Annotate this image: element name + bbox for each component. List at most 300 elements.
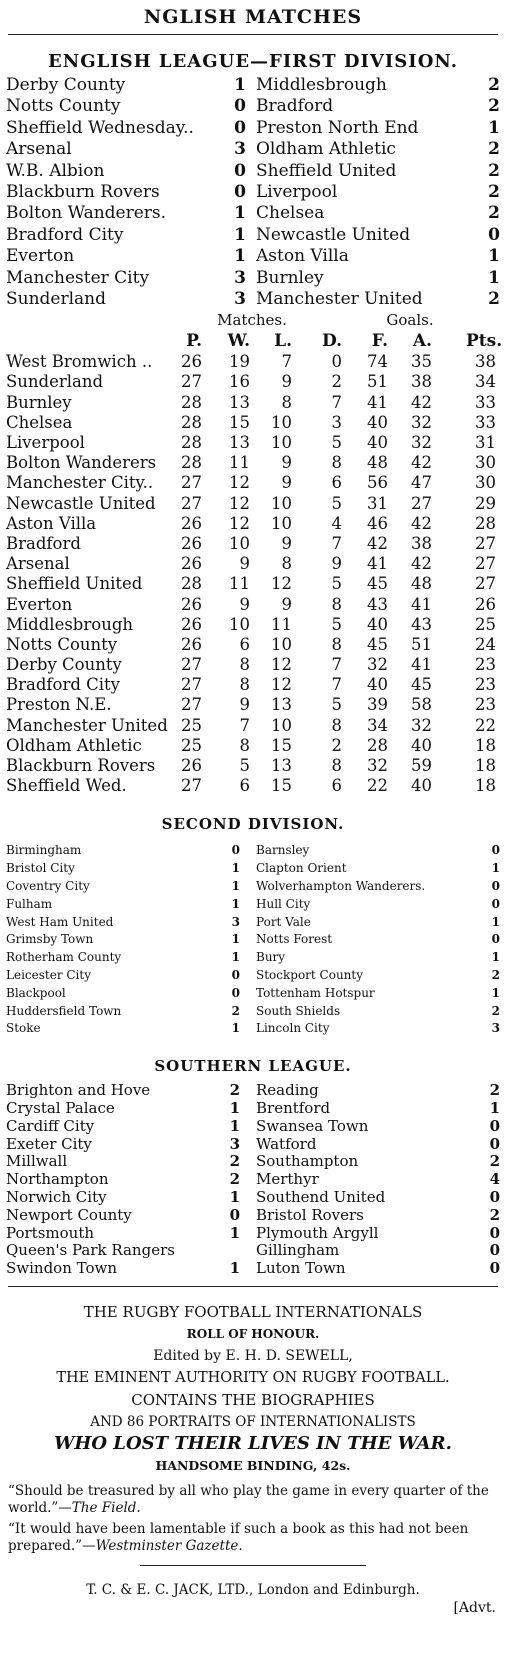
stat-a: 42: [411, 554, 432, 574]
stat-p: 26: [181, 634, 202, 654]
home-team: Queen's Park Rangers: [6, 1242, 175, 1260]
team-name: Preston N.E.: [6, 695, 112, 715]
home-score: 1: [231, 879, 240, 894]
home-team: Fulham: [6, 896, 53, 911]
result-row: [0, 1100, 506, 1118]
result-row: [0, 949, 506, 967]
advert-quote-field: [0, 1483, 506, 1517]
home-score: 3: [234, 139, 246, 160]
stat-a: 38: [411, 533, 432, 553]
table-row: [0, 372, 506, 392]
stat-f: 56: [367, 473, 388, 493]
stat-p: 28: [181, 574, 202, 594]
stat-w: 8: [239, 675, 250, 695]
stat-l: 12: [271, 675, 292, 695]
home-team: West Ham United: [6, 914, 114, 929]
table-row: [0, 675, 506, 695]
away-team: Stockport County: [256, 968, 364, 982]
home-score: 2: [229, 1170, 240, 1189]
stat-p: 26: [181, 594, 202, 614]
table-row: [0, 473, 506, 493]
stat-d: 0: [331, 352, 342, 372]
stat-a: 59: [411, 756, 432, 776]
table-row: [0, 574, 506, 594]
result-row: [0, 246, 506, 267]
away-score: 0: [491, 879, 500, 894]
quote-field-source: The Field.: [71, 1499, 141, 1516]
team-name: Arsenal: [6, 554, 70, 574]
stat-a: 41: [411, 655, 432, 675]
second-division-heading: SECOND DIVISION.: [161, 815, 345, 834]
stat-p: 27: [181, 493, 202, 513]
team-name: Bradford: [6, 533, 81, 553]
team-name: Derby County: [6, 655, 122, 675]
stat-p: 27: [181, 776, 202, 796]
home-score: 0: [234, 181, 246, 202]
home-team: Arsenal: [6, 139, 72, 160]
team-name: Burnley: [6, 392, 72, 412]
stat-d: 8: [331, 756, 342, 776]
stat-p: 27: [181, 655, 202, 675]
team-name: Sheffield Wed.: [6, 776, 127, 796]
home-score: 0: [231, 968, 240, 982]
stat-d: 5: [331, 695, 342, 715]
home-team: Derby County: [6, 75, 126, 95]
away-team: Swansea Town: [256, 1117, 369, 1135]
home-score: 1: [229, 1223, 240, 1242]
rugby-advert: [0, 1301, 506, 1618]
away-score: 2: [488, 75, 500, 95]
team-name: Notts County: [6, 634, 118, 654]
quote-gazette-source: Westminster Gazette.: [95, 1537, 243, 1554]
stat-w: 15: [229, 412, 250, 432]
stat-w: 13: [229, 392, 250, 412]
stat-d: 3: [331, 412, 342, 432]
team-name: Everton: [6, 594, 73, 614]
advert-authority: THE EMINENT AUTHORITY ON RUGBY FOOTBALL.: [56, 1369, 450, 1386]
table-row: [0, 615, 506, 635]
result-row: [0, 1260, 506, 1278]
result-row: [0, 225, 506, 246]
stat-w: 8: [239, 735, 250, 755]
stat-p: 26: [181, 533, 202, 553]
stat-l: 10: [271, 412, 292, 432]
stat-w: 10: [229, 533, 250, 553]
team-name: Bradford City: [6, 675, 121, 695]
stat-a: 43: [411, 614, 432, 634]
first-division-heading: ENGLISH LEAGUE—FIRST DIVISION.: [48, 51, 458, 72]
stat-p: 28: [181, 392, 202, 412]
table-row: [0, 494, 506, 514]
home-score: 1: [231, 1021, 240, 1036]
home-score: 1: [229, 1259, 240, 1278]
home-team: Brighton and Hove: [6, 1082, 151, 1100]
away-team: Aston Villa: [256, 246, 349, 267]
result-row: [0, 289, 506, 310]
stat-pts: 34: [475, 372, 496, 392]
stat-a: 51: [411, 634, 432, 654]
result-row: [0, 1225, 506, 1243]
result-row: [0, 860, 506, 878]
stat-pts: 22: [475, 715, 496, 735]
away-team: Middlesbrough: [256, 75, 387, 95]
stat-d: 8: [331, 594, 342, 614]
stat-pts: 28: [475, 513, 496, 533]
stat-a: 42: [411, 513, 432, 533]
column-header: P.: [186, 331, 202, 352]
result-row: [0, 1207, 506, 1225]
home-team: Rotherham County: [6, 950, 122, 965]
table-row: [0, 393, 506, 413]
away-team: Bury: [256, 950, 286, 965]
result-row: [0, 967, 506, 985]
result-row: [0, 1153, 506, 1171]
stat-pts: 25: [475, 614, 496, 634]
stat-a: 48: [411, 574, 432, 594]
stat-w: 7: [239, 715, 250, 735]
home-team: Blackpool: [6, 985, 66, 1000]
stat-a: 32: [411, 412, 432, 432]
away-score: 2: [489, 1205, 500, 1224]
stat-l: 10: [271, 715, 292, 735]
away-score: 4: [489, 1170, 500, 1189]
stat-f: 34: [367, 715, 388, 735]
stat-p: 27: [181, 695, 202, 715]
team-name: Sunderland: [6, 372, 104, 392]
away-team: Oldham Athletic: [256, 139, 396, 160]
stat-p: 28: [181, 412, 202, 432]
stat-p: 27: [181, 372, 202, 392]
home-score: 1: [229, 1187, 240, 1206]
result-row: [0, 268, 506, 289]
table-row: [0, 756, 506, 776]
stat-pts: 18: [475, 756, 496, 776]
result-row: [0, 1003, 506, 1021]
team-name: Newcastle United: [6, 493, 156, 513]
advert-portraits: AND 86 PORTRAITS OF INTERNATIONALISTS: [90, 1413, 416, 1430]
stat-l: 11: [271, 614, 292, 634]
home-score: 3: [229, 1134, 240, 1153]
table-row: [0, 433, 506, 453]
home-team: Huddersfield Town: [6, 1003, 122, 1018]
stat-w: 12: [229, 473, 250, 493]
result-row: [0, 1242, 506, 1260]
publisher-rule: [140, 1565, 366, 1566]
stat-f: 42: [367, 533, 388, 553]
away-team: Plymouth Argyll: [256, 1224, 379, 1242]
stat-pts: 27: [475, 533, 496, 553]
home-score: 2: [229, 1152, 240, 1171]
away-score: 2: [489, 1152, 500, 1171]
away-score: 1: [491, 985, 500, 1000]
table-row: [0, 655, 506, 675]
stat-l: 9: [281, 594, 292, 614]
column-header: W.: [227, 331, 250, 352]
stat-p: 26: [181, 513, 202, 533]
stat-f: 32: [367, 655, 388, 675]
stat-d: 5: [331, 614, 342, 634]
stat-a: 47: [411, 473, 432, 493]
home-score: 1: [229, 1116, 240, 1135]
home-score: 0: [231, 843, 240, 858]
stat-a: 38: [411, 372, 432, 392]
stat-l: 13: [271, 695, 292, 715]
team-name: Oldham Athletic: [6, 735, 142, 755]
stat-d: 5: [331, 433, 342, 453]
advert-title: THE RUGBY FOOTBALL INTERNATIONALS: [83, 1302, 423, 1321]
away-score: 1: [489, 1098, 500, 1117]
result-row: [0, 1082, 506, 1100]
stat-l: 8: [281, 554, 292, 574]
result-row: [0, 139, 506, 160]
away-score: 1: [488, 117, 500, 138]
stat-a: 42: [411, 392, 432, 412]
away-score: 2: [488, 181, 500, 202]
away-score: 1: [488, 246, 500, 267]
publisher: T. C. & E. C. JACK, LTD., London and Edinburgh.: [86, 1581, 420, 1598]
stat-w: 5: [239, 756, 250, 776]
table-column-header: [0, 330, 506, 352]
home-team: Notts County: [6, 96, 121, 117]
stat-p: 26: [181, 554, 202, 574]
stat-f: 40: [367, 412, 388, 432]
stat-p: 25: [181, 715, 202, 735]
result-row: [0, 118, 506, 139]
result-row: [0, 182, 506, 203]
advert-binding: HANDSOME BINDING, 42s.: [155, 1457, 351, 1473]
home-team: Cardiff City: [6, 1117, 95, 1135]
stat-a: 58: [411, 695, 432, 715]
table-row: [0, 352, 506, 372]
stat-l: 15: [271, 776, 292, 796]
home-team: Portsmouth: [6, 1224, 95, 1242]
stat-f: 39: [367, 695, 388, 715]
result-row: [0, 96, 506, 117]
away-team: Clapton Orient: [256, 861, 347, 876]
stat-d: 8: [331, 634, 342, 654]
stat-pts: 27: [475, 554, 496, 574]
stat-pts: 18: [475, 776, 496, 796]
quote-gazette-text: “It would have been lamentable if such a book as this had not been prepared.”—: [8, 1520, 469, 1554]
away-team: Sheffield United: [256, 160, 397, 181]
stat-pts: 33: [475, 412, 496, 432]
team-name: Bolton Wanderers: [6, 453, 157, 473]
team-name: Blackburn Rovers: [6, 756, 156, 776]
away-team: Burnley: [256, 267, 324, 288]
stat-p: 27: [181, 473, 202, 493]
masthead: NGLISH MATCHES: [143, 6, 363, 28]
away-team: Hull City: [256, 896, 311, 911]
table-row: [0, 514, 506, 534]
stat-d: 9: [331, 554, 342, 574]
home-team: Stoke: [6, 1021, 41, 1036]
away-score: 0: [489, 1223, 500, 1242]
stat-pts: 33: [475, 392, 496, 412]
home-score: 3: [234, 288, 246, 309]
stat-p: 26: [181, 352, 202, 372]
stat-l: 8: [281, 392, 292, 412]
away-team: Southend United: [256, 1188, 386, 1206]
team-name: Aston Villa: [6, 513, 97, 533]
result-row: [0, 896, 506, 914]
home-team: Sheffield Wednesday..: [6, 117, 194, 138]
away-team: Lincoln City: [256, 1021, 330, 1036]
away-score: 2: [488, 160, 500, 181]
result-row: [0, 1171, 506, 1189]
home-score: 1: [234, 224, 246, 245]
stat-f: 40: [367, 614, 388, 634]
home-score: 1: [229, 1098, 240, 1117]
stat-f: 74: [367, 352, 388, 372]
matches-group-label: Matches.: [217, 311, 287, 330]
away-score: 2: [491, 968, 500, 982]
stat-a: 40: [411, 776, 432, 796]
stat-pts: 24: [475, 634, 496, 654]
stat-f: 28: [367, 735, 388, 755]
home-score: 0: [234, 160, 246, 181]
stat-p: 28: [181, 433, 202, 453]
stat-d: 4: [331, 513, 342, 533]
stat-p: 25: [181, 735, 202, 755]
table-row: [0, 716, 506, 736]
advt-stamp: [Advt.: [453, 1599, 496, 1616]
result-row: [0, 1118, 506, 1136]
table-row: [0, 695, 506, 715]
away-team: Barnsley: [256, 843, 310, 858]
home-team: Bristol City: [6, 861, 75, 876]
column-header: F.: [371, 331, 388, 352]
stat-f: 41: [367, 392, 388, 412]
stat-pts: 30: [475, 453, 496, 473]
stat-l: 10: [271, 634, 292, 654]
stat-l: 10: [271, 513, 292, 533]
stat-f: 51: [367, 372, 388, 392]
home-score: 1: [231, 861, 240, 876]
stat-a: 41: [411, 594, 432, 614]
stat-p: 28: [181, 453, 202, 473]
away-score: 1: [491, 861, 500, 876]
home-team: Everton: [6, 246, 75, 267]
home-score: 1: [231, 950, 240, 965]
stat-pts: 31: [475, 433, 496, 453]
away-team: Gillingham: [256, 1242, 340, 1260]
away-team: Manchester United: [256, 288, 423, 309]
result-row: [0, 1020, 506, 1038]
home-score: 1: [234, 203, 246, 224]
stat-p: 26: [181, 614, 202, 634]
stat-f: 31: [367, 493, 388, 513]
stat-d: 7: [331, 675, 342, 695]
stat-f: 40: [367, 675, 388, 695]
away-team: Chelsea: [256, 203, 325, 224]
table-row: [0, 635, 506, 655]
away-score: 0: [491, 932, 500, 947]
away-score: 2: [488, 139, 500, 160]
away-score: 2: [488, 203, 500, 224]
stat-f: 32: [367, 756, 388, 776]
away-score: 0: [489, 1187, 500, 1206]
away-score: 2: [488, 288, 500, 309]
stat-a: 45: [411, 675, 432, 695]
stat-l: 9: [281, 453, 292, 473]
team-name: Chelsea: [6, 412, 73, 432]
away-team: Merthyr: [256, 1171, 319, 1189]
advert-footer: [0, 1580, 506, 1600]
stat-w: 10: [229, 614, 250, 634]
home-score: 2: [231, 1003, 240, 1018]
stat-w: 9: [239, 695, 250, 715]
table-row: [0, 595, 506, 615]
stat-l: 15: [271, 735, 292, 755]
stat-pts: 23: [475, 675, 496, 695]
home-score: 0: [229, 1205, 240, 1224]
away-team: South Shields: [256, 1003, 341, 1018]
stat-a: 27: [411, 493, 432, 513]
advert-quote-gazette: [0, 1521, 506, 1555]
masthead-rule: [8, 34, 498, 35]
result-row: [0, 842, 506, 860]
away-team: Luton Town: [256, 1260, 346, 1278]
stat-pts: 27: [475, 574, 496, 594]
stat-w: 6: [239, 776, 250, 796]
away-team: Port Vale: [256, 914, 311, 929]
stat-pts: 29: [475, 493, 496, 513]
quote-field-text: “Should be treasured by all who play the game in every quarter of the world.”—: [8, 1482, 489, 1516]
home-score: 3: [231, 914, 240, 929]
stat-p: 26: [181, 756, 202, 776]
away-team: Reading: [256, 1082, 319, 1100]
away-team: Notts Forest: [256, 932, 333, 947]
away-score: 0: [489, 1116, 500, 1135]
away-score: 1: [491, 950, 500, 965]
result-row: [0, 878, 506, 896]
stat-w: 11: [229, 453, 250, 473]
home-score: 1: [231, 932, 240, 947]
stat-w: 11: [229, 574, 250, 594]
result-row: [0, 931, 506, 949]
stat-pts: 23: [475, 695, 496, 715]
stat-pts: 38: [475, 352, 496, 372]
stat-pts: 23: [475, 655, 496, 675]
stat-f: 45: [367, 574, 388, 594]
away-score: 0: [491, 843, 500, 858]
away-team: Southampton: [256, 1153, 359, 1171]
team-name: Manchester United: [6, 715, 168, 735]
stat-w: 16: [229, 372, 250, 392]
table-row: [0, 776, 506, 796]
stat-w: 19: [229, 352, 250, 372]
away-score: 0: [489, 1259, 500, 1278]
result-row: [0, 914, 506, 932]
stat-d: 2: [331, 735, 342, 755]
team-name: Liverpool: [6, 433, 85, 453]
stat-d: 7: [331, 392, 342, 412]
second-division-results: [0, 842, 506, 1038]
advert-editor: Edited by E. H. D. SEWELL,: [153, 1347, 353, 1364]
stat-w: 12: [229, 513, 250, 533]
table-row: [0, 736, 506, 756]
away-score: 2: [491, 1003, 500, 1018]
result-row: [0, 161, 506, 182]
home-team: Millwall: [6, 1153, 68, 1171]
stat-d: 7: [331, 655, 342, 675]
advert-lost: WHO LOST THEIR LIVES IN THE WAR.: [54, 1432, 452, 1454]
column-header: L.: [274, 331, 292, 352]
home-team: Coventry City: [6, 879, 90, 894]
away-team: Bradford: [256, 96, 334, 117]
home-team: Exeter City: [6, 1135, 92, 1153]
table-group-header: [0, 310, 506, 330]
